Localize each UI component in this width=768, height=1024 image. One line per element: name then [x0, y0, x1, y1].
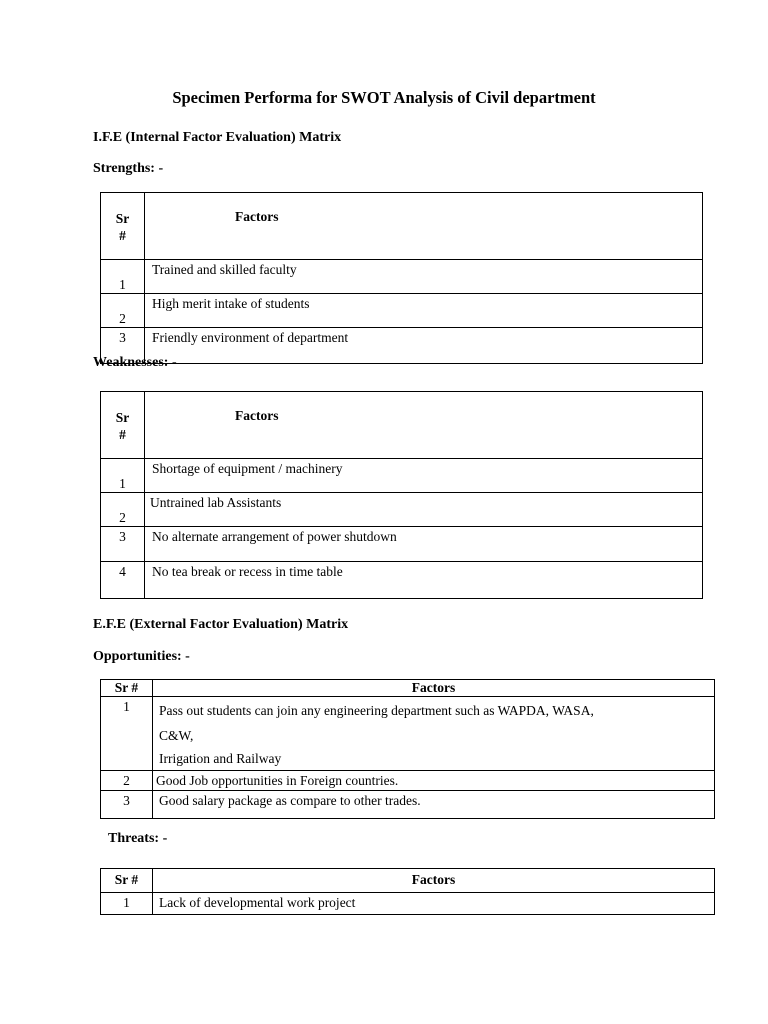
factor-cell: Shortage of equipment / machinery — [145, 459, 703, 493]
factor-cell: Untrained lab Assistants — [145, 493, 703, 527]
factor-cell: Lack of developmental work project — [153, 893, 715, 915]
table-row — [101, 294, 703, 328]
sr-cell: 2 — [101, 294, 145, 328]
weaknesses-table — [100, 391, 703, 599]
factor-cell: Good salary package as compare to other trades. — [153, 791, 715, 819]
table-header-row — [101, 869, 715, 893]
strengths-heading: Strengths: - — [93, 161, 164, 176]
sr-header — [101, 193, 145, 260]
hash-label: # — [119, 228, 126, 243]
factors-header: Factors — [153, 680, 715, 697]
factor-cell: Friendly environment of department — [145, 328, 703, 364]
sr-cell: 2 — [101, 771, 153, 791]
factors-header: Factors — [153, 869, 715, 893]
factor-cell: No tea break or recess in time table — [145, 562, 703, 599]
threats-table — [100, 868, 715, 915]
sr-cell: 2 — [101, 493, 145, 527]
factor-cell: No alternate arrangement of power shutdown — [145, 527, 703, 562]
factor-line: Pass out students can join any engineering department such as WAPDA, WASA, — [159, 703, 594, 718]
sr-cell: 3 — [101, 527, 145, 562]
sr-label: Sr — [115, 211, 130, 226]
efe-heading: E.F.E (External Factor Evaluation) Matrix — [93, 617, 349, 632]
factor-cell: High merit intake of students — [145, 294, 703, 328]
table-row — [101, 459, 703, 493]
factors-header: Factors — [145, 392, 703, 459]
table-row — [101, 328, 703, 364]
weaknesses-heading: Weaknesses: - — [93, 355, 177, 370]
table-row — [101, 697, 715, 771]
factor-cell: Good Job opportunities in Foreign countries. — [153, 771, 715, 791]
hash-label: # — [119, 427, 126, 442]
opportunities-heading: Opportunities: - — [93, 649, 190, 664]
strengths-table — [100, 192, 703, 364]
table-row — [101, 562, 703, 599]
sr-header: Sr # — [101, 680, 153, 697]
ife-heading: I.F.E (Internal Factor Evaluation) Matrix — [93, 130, 342, 145]
table-header-row — [101, 193, 703, 260]
table-row — [101, 771, 715, 791]
sr-cell: 1 — [101, 893, 153, 915]
factors-header: Factors — [145, 193, 703, 260]
sr-cell: 1 — [101, 697, 153, 771]
opportunities-table — [100, 679, 715, 819]
factor-line: Irrigation and Railway — [159, 751, 282, 766]
sr-cell: 1 — [101, 260, 145, 294]
table-header-row — [101, 680, 715, 697]
factor-cell: Trained and skilled faculty — [145, 260, 703, 294]
sr-cell: 1 — [101, 459, 145, 493]
sr-cell: 3 — [101, 328, 145, 364]
factor-line: C&W, — [159, 728, 194, 743]
sr-cell: 4 — [101, 562, 145, 599]
table-row — [101, 893, 715, 915]
sr-cell: 3 — [101, 791, 153, 819]
table-row — [101, 527, 703, 562]
table-row — [101, 260, 703, 294]
table-header-row — [101, 392, 703, 459]
sr-label: Sr — [115, 410, 130, 425]
sr-header: Sr # — [101, 869, 153, 893]
sr-header — [101, 392, 145, 459]
table-row — [101, 791, 715, 819]
threats-heading: Threats: - — [108, 831, 168, 846]
page-title: Specimen Performa for SWOT Analysis of Civil department — [172, 88, 596, 107]
table-row — [101, 493, 703, 527]
factor-cell — [153, 697, 715, 771]
